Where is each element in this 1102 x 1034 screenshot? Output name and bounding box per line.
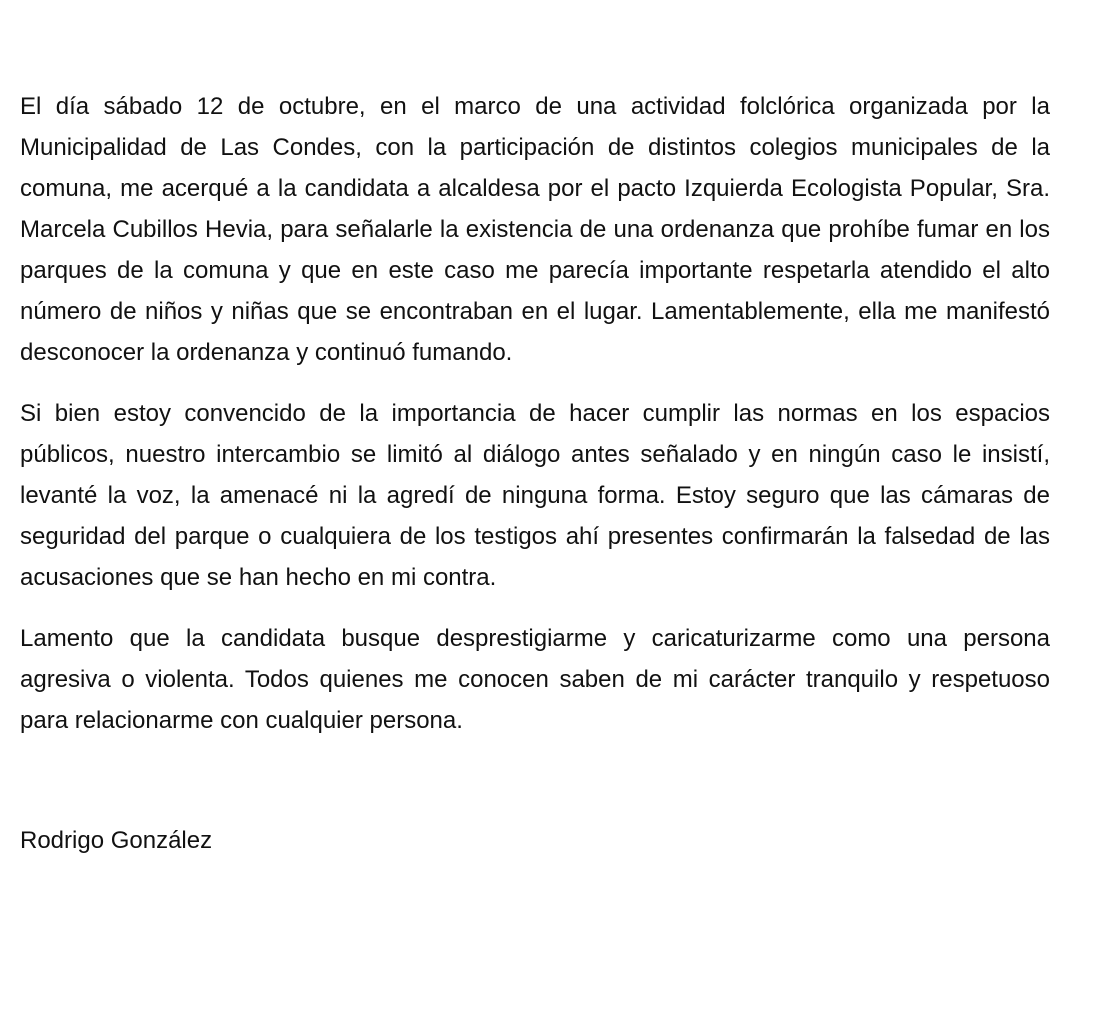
statement-document — [20, 86, 1050, 861]
signature: Rodrigo González — [20, 827, 213, 854]
statement-paragraph-3: Lamento que la candidata busque desprestigiarme y caricaturizarme como una persona agresiva o violenta. Todos quienes me conocen saben de mi carácter tranquilo y respetuoso para relacionarme con cualquier persona. — [20, 625, 1050, 734]
statement-paragraph-1: El día sábado 12 de octubre, en el marco de una actividad folclórica organizada por la Municipalidad de Las Condes, con la participación de distintos colegios municipales de la comuna, me acerqué a la candidata a alcaldesa por el pacto Izquierda Ecologista Popular, Sra. Marcela Cubillos Hevia, para señalarle la existencia de una ordenanza que prohíbe fumar en los parques de la comuna y que en este caso me parecía importante respetarla atendido el alto número de niños y niñas que se encontraban en el lugar. Lamentablemente, ella me manifestó desconocer la ordenanza y continuó fumando. — [20, 93, 1050, 366]
statement-paragraph-2: Si bien estoy convencido de la importancia de hacer cumplir las normas en los espacios públicos, nuestro intercambio se limitó al diálogo antes señalado y en ningún caso le insistí, levanté la voz, la amenacé ni la agredí de ninguna forma. Estoy seguro que las cámaras de seguridad del parque o cualquiera de los testigos ahí presentes confirmarán la falsedad de las acusaciones que se han hecho en mi contra. — [20, 400, 1050, 591]
